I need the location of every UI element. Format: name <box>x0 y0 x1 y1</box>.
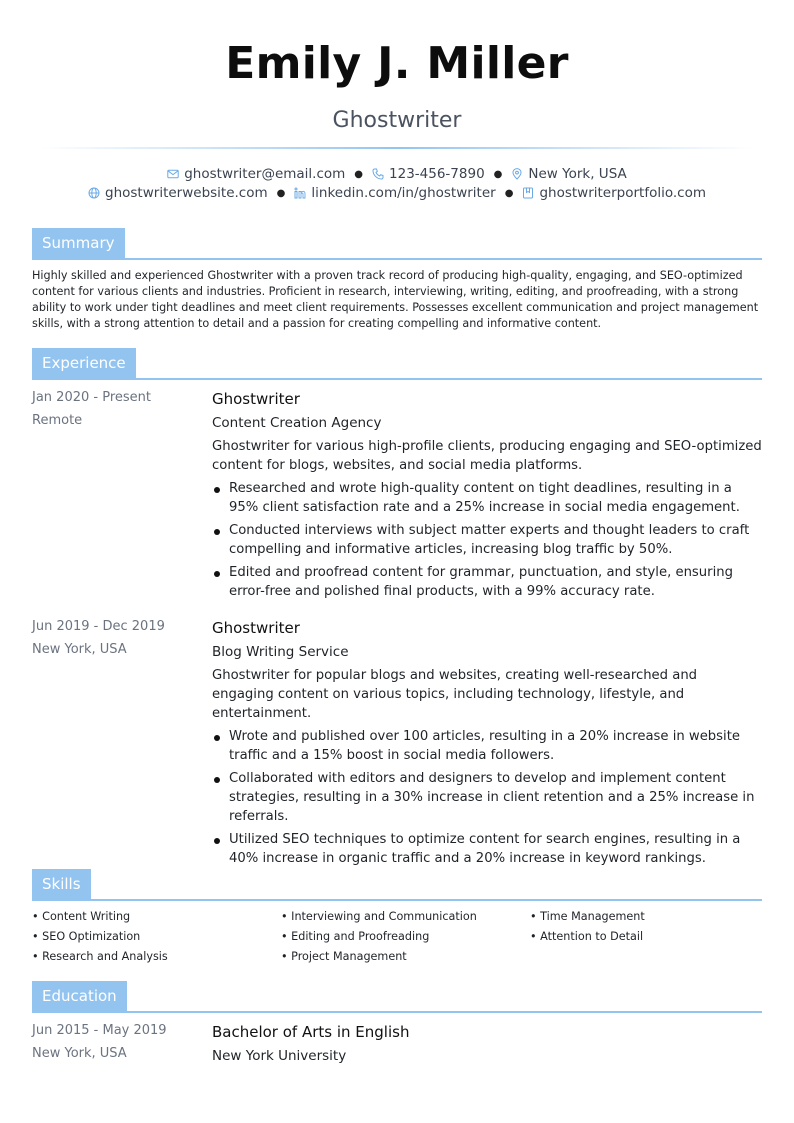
globe-icon <box>88 187 100 199</box>
experience-title: Ghostwriter <box>212 619 300 637</box>
experience-bullet: Collaborated with editors and designers to develop and implement content strategies, resulting in a 30% increase in client retention and a 25% increase in referrals. <box>212 769 762 826</box>
skill-item: • Research and Analysis <box>32 950 168 963</box>
section-education-title: Education <box>32 981 127 1011</box>
skill-item: • Interviewing and Communication <box>281 910 477 923</box>
contact-location <box>511 166 626 182</box>
contact-email[interactable] <box>167 166 345 182</box>
contact-email-text: ghostwriter@email.com <box>184 166 346 182</box>
section-experience-header <box>32 348 762 380</box>
experience-bullet: Wrote and published over 100 articles, resulting in a 20% increase in website traffic and a 15% boost in social media followers. <box>212 727 762 765</box>
skill-item: • SEO Optimization <box>32 930 141 943</box>
education-degree: Bachelor of Arts in English <box>212 1023 410 1041</box>
experience-bullet: Researched and wrote high-quality content on tight deadlines, resulting in a 95% client satisfaction rate and a 25% increase in social media engagement. <box>212 479 762 517</box>
contact-website-text: ghostwriterwebsite.com <box>105 185 268 201</box>
education-dates: Jun 2015 - May 2019 <box>32 1023 167 1038</box>
title-divider <box>40 147 754 149</box>
section-skills-header <box>32 869 762 901</box>
contact-separator: ● <box>354 168 364 180</box>
experience-entry <box>212 618 762 872</box>
experience-entry <box>212 389 762 605</box>
experience-meta <box>32 389 202 435</box>
education-location: New York, USA <box>32 1046 127 1061</box>
job-title-heading: Ghostwriter <box>332 108 462 133</box>
experience-bullets <box>212 727 762 868</box>
section-skills-title: Skills <box>32 869 91 899</box>
experience-dates: Jan 2020 - Present <box>32 390 151 405</box>
experience-bullets <box>212 479 762 601</box>
education-meta <box>32 1022 202 1068</box>
contact-row-links <box>0 185 794 201</box>
summary-text: Highly skilled and experienced Ghostwriter with a proven track record of producing high-quality, engaging, and SEO-optimized content for various clients and industries. Proficient in research, interviewing, writing, editing, and proofreading, with a strong ability to work under tight deadlines and meet client requirements. Possesses excellent communication and project management skills, with a strong attention to detail and a passion for creating compelling and informative content. <box>32 269 759 330</box>
experience-title: Ghostwriter <box>212 390 300 408</box>
contact-separator: ● <box>276 187 286 199</box>
education-school: New York University <box>212 1048 347 1064</box>
contact-location-text: New York, USA <box>528 166 627 182</box>
section-experience-title: Experience <box>32 348 136 378</box>
phone-icon <box>372 168 384 180</box>
contact-separator: ● <box>504 187 514 199</box>
experience-description: Ghostwriter for popular blogs and websites, creating well-researched and engaging content on various topics, including technology, lifestyle, and entertainment. <box>212 668 698 721</box>
experience-location: Remote <box>32 413 83 428</box>
skills-list <box>32 909 762 964</box>
section-summary-title: Summary <box>32 228 125 258</box>
contact-website[interactable] <box>88 185 268 201</box>
experience-company: Blog Writing Service <box>212 644 349 660</box>
skill-item: • Attention to Detail <box>530 930 644 943</box>
experience-bullet: Edited and proofread content for grammar, punctuation, and style, ensuring error-free and polished final products, with a 99% accuracy rate. <box>212 563 762 601</box>
contact-separator: ● <box>493 168 503 180</box>
contact-phone[interactable] <box>372 166 485 182</box>
candidate-name: Emily J. Miller <box>225 38 569 89</box>
contact-portfolio-text: ghostwriterportfolio.com <box>539 185 706 201</box>
skill-item: • Project Management <box>281 950 407 963</box>
section-summary-header <box>32 228 762 260</box>
skill-item: • Content Writing <box>32 910 131 923</box>
contact-portfolio[interactable] <box>522 185 706 201</box>
experience-bullet: Utilized SEO techniques to optimize content for search engines, resulting in a 40% increase in organic traffic and a 20% increase in keyword rankings. <box>212 830 762 868</box>
experience-meta <box>32 618 202 664</box>
skill-item: • Time Management <box>530 910 645 923</box>
contact-phone-text: 123-456-7890 <box>389 166 485 182</box>
experience-dates: Jun 2019 - Dec 2019 <box>32 619 165 634</box>
education-entry <box>212 1022 762 1070</box>
contact-row-primary <box>0 166 794 182</box>
linkedin-icon <box>294 187 306 199</box>
experience-description: Ghostwriter for various high-profile clients, producing engaging and SEO-optimized content for blogs, websites, and social media platforms. <box>212 439 762 473</box>
section-education-header <box>32 981 762 1013</box>
experience-company: Content Creation Agency <box>212 415 382 431</box>
contact-linkedin[interactable] <box>294 185 495 201</box>
contact-linkedin-text: linkedin.com/in/ghostwriter <box>311 185 496 201</box>
portfolio-icon <box>522 187 534 199</box>
experience-location: New York, USA <box>32 642 127 657</box>
mail-icon <box>167 168 179 180</box>
experience-bullet: Conducted interviews with subject matter experts and thought leaders to craft compelling and informative articles, increasing blog traffic by 50%. <box>212 521 762 559</box>
map-pin-icon <box>511 168 523 180</box>
skill-item: • Editing and Proofreading <box>281 930 430 943</box>
